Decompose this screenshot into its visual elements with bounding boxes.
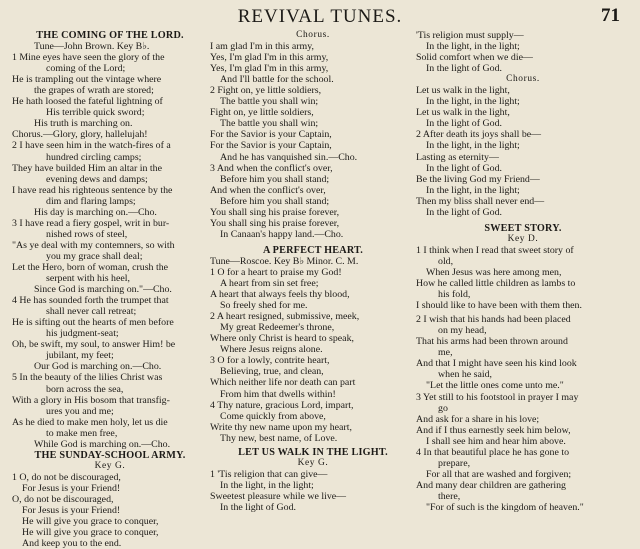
verse-line: He hath loosed the fateful lightning of: [12, 96, 163, 108]
verse-line: Since God is marching on."—Cho.: [34, 284, 172, 296]
verse-line: to make men free,: [46, 427, 118, 439]
verse-line: Tune—John Brown. Key B♭.: [34, 41, 150, 53]
verse-line: The battle you shall win;: [220, 96, 319, 108]
verse-line: 5 In the beauty of the lilies Christ was: [12, 372, 163, 384]
verse-line: He will give you grace to conquer,: [22, 516, 159, 528]
verse-line: serpent with his heel,: [46, 273, 130, 285]
verse-line: 2 Fight on, ye little soldiers,: [210, 85, 322, 97]
verse-line: Yes, I'm glad I'm in this army,: [210, 63, 329, 75]
verse-line: For Jesus is your Friend!: [22, 505, 121, 517]
verse-line: "For of such is the kingdom of heaven.": [426, 501, 584, 513]
verse-line: there,: [438, 490, 461, 502]
verse-line: While God is marching on.—Cho.: [34, 438, 171, 450]
verse-line: He will give you grace to conquer,: [22, 527, 159, 539]
verse-line: Be the living God my Friend—: [416, 173, 540, 185]
verse-line: A heart that always feels thy blood,: [210, 289, 350, 301]
verse-line: Let the Hero, born of woman, crush the: [12, 261, 169, 273]
verse-line: coming of the Lord;: [46, 63, 126, 75]
verse-line: For all that are washed and forgiven;: [426, 468, 572, 480]
verse-line: For Jesus is your Friend!: [22, 482, 121, 494]
verse-line: I shall see him and hear him above.: [426, 435, 566, 447]
verse-line: 3 I have read a fiery gospel, writ in bur-: [12, 217, 170, 229]
verse-line: In the light, in the light;: [426, 96, 520, 108]
verse-line: In the light, in the light;: [426, 184, 520, 196]
verse-line: Where only Christ is heard to speak,: [210, 333, 354, 345]
verse-line: The battle you shall win;: [220, 118, 319, 130]
verse-line: And ask for a share in his love;: [416, 413, 540, 425]
verse-line: And if I thus earnestly seek him below,: [416, 424, 571, 436]
page-header: [0, 6, 640, 30]
verse-line: dim and flaring lamps;: [46, 195, 136, 207]
verse-line: In the light of God.: [426, 118, 502, 130]
verse-line: me,: [438, 347, 453, 359]
verse-line: O, do not be discouraged,: [12, 493, 114, 505]
verse-line: 'Tis religion must supply—: [416, 30, 524, 41]
verse-line: Come quickly from above,: [220, 410, 326, 422]
verse-line: His day is marching on.—Cho.: [34, 206, 157, 218]
verse-line: Let us walk in the light,: [416, 107, 510, 119]
verse-line: In the light, in the light;: [220, 479, 314, 491]
verse-line: 3 Yet still to his footstool in prayer I may: [416, 391, 579, 403]
verse-line: Thy new, best name, of Love.: [220, 432, 338, 444]
verse-line: 2 After death its joys shall be—: [416, 129, 542, 141]
verse-line: born across the sea,: [46, 383, 124, 395]
verse-line: Then my bliss shall never end—: [416, 195, 545, 207]
column-right: [416, 30, 630, 513]
verse-line: When Jesus was here among men,: [426, 266, 562, 278]
hymn-subheading: Key G.: [297, 457, 329, 468]
verse-line: Believing, true, and clean,: [220, 366, 324, 378]
verse-line: And he has vanquished sin.—Cho.: [220, 151, 358, 163]
hymn-title: THE COMING OF THE LORD.: [36, 30, 184, 41]
verse-line: In the light, in the light;: [426, 41, 520, 53]
verse-line: 1 O for a heart to praise my God!: [210, 266, 342, 278]
verse-line: Oh, be swift, my soul, to answer Him! be: [12, 339, 176, 351]
verse-line: on my head,: [438, 325, 487, 337]
verse-line: ures you and me;: [46, 405, 114, 417]
hymn-subheading: Chorus.: [296, 30, 330, 40]
page-number: 71: [601, 5, 620, 26]
verse-line: With a glory in His bosom that transfig-: [12, 394, 170, 406]
verse-line: Chorus.—Glory, glory, hallelujah!: [12, 129, 148, 141]
verse-line: when he said,: [438, 369, 493, 381]
verse-line: old,: [438, 255, 454, 267]
verse-line: I am glad I'm in this army,: [210, 41, 314, 53]
verse-line: I have read his righteous sentence by the: [12, 184, 173, 196]
verse-line: In the light of God.: [426, 162, 502, 174]
verse-line: In the light of God.: [426, 206, 502, 218]
verse-line: As he died to make men holy, let us die: [12, 416, 168, 428]
verse-line: And I'll battle for the school.: [220, 74, 334, 86]
verse-line: His truth is marching on.: [34, 118, 133, 130]
verse-line: his judgment-seat;: [46, 328, 119, 340]
verse-line: In the light of God.: [220, 501, 296, 513]
verse-line: So freely shed for me.: [220, 300, 308, 312]
verse-line: Before him you shall stand;: [220, 195, 330, 207]
verse-line: 1 I think when I read that sweet story of: [416, 244, 574, 256]
verse-line: In the light, in the light;: [426, 140, 520, 152]
verse-line: You shall sing his praise forever,: [210, 217, 340, 229]
hymn-title: LET US WALK IN THE LIGHT.: [238, 446, 388, 458]
verse-line: In the light of God.: [426, 63, 502, 75]
column-left: [12, 30, 208, 549]
verse-line: In Canaan's happy land.—Cho.: [220, 228, 344, 240]
verse-line: Solid comfort when we die—: [416, 52, 533, 64]
verse-line: Fight on, ye little soldiers,: [210, 107, 314, 119]
column-middle: [210, 30, 416, 513]
verse-line: 2 I wish that his hands had been placed: [416, 314, 571, 326]
verse-line: You shall sing his praise forever,: [210, 206, 340, 218]
verse-line: That his arms had been thrown around: [416, 336, 568, 348]
hymn-subheading: Key G.: [94, 460, 126, 471]
verse-line: 1 'Tis religion that can give—: [210, 468, 328, 480]
verse-line: He is trampling out the vintage where: [12, 74, 162, 86]
verse-line: Let us walk in the light,: [416, 85, 510, 97]
verse-line: evening dews and damps;: [46, 173, 148, 185]
verse-line: Tune—Roscoe. Key B♭ Minor. C. M.: [210, 255, 359, 267]
hymn-title: SWEET STORY.: [484, 222, 562, 234]
verse-line: And when the conflict's over,: [210, 184, 326, 196]
verse-line: shall never call retreat;: [46, 306, 137, 318]
running-title: REVIVAL TUNES.: [237, 6, 403, 27]
verse-line: hundred circling camps;: [46, 151, 142, 163]
hymn-title: THE SUNDAY-SCHOOL ARMY.: [34, 449, 186, 461]
verse-line: you my grace shall deal;: [46, 250, 143, 262]
verse-line: prepare,: [438, 457, 471, 469]
verse-line: his fold,: [438, 289, 471, 301]
hymn-subheading: Chorus.: [506, 74, 540, 85]
verse-line: the grapes of wrath are stored;: [34, 85, 154, 97]
verse-line: And many dear children are gathering: [416, 479, 566, 491]
verse-line: jubilant, my feet;: [46, 350, 114, 362]
verse-line: 4 In that beautiful place he has gone to: [416, 446, 570, 458]
verse-line: How he called little children as lambs to: [416, 278, 576, 290]
verse-line: He is sifting out the hearts of men before: [12, 317, 174, 329]
hymn-subheading: Key D.: [507, 233, 539, 244]
verse-line: Write thy new name upon my heart,: [210, 421, 352, 433]
verse-line: 1 O, do not be discouraged,: [12, 471, 121, 483]
verse-line: Our God is marching on.—Cho.: [34, 361, 162, 373]
hymn-title: A PERFECT HEART.: [262, 244, 364, 256]
verse-line: Lasting as eternity—: [416, 151, 499, 163]
verse-line: "As ye deal with my contemners, so with: [12, 239, 175, 251]
verse-line: 4 Thy nature, gracious Lord, impart,: [210, 399, 354, 411]
verse-line: Yes, I'm glad I'm in this army,: [210, 52, 329, 64]
verse-line: And that I might have seen his kind look: [416, 358, 577, 370]
verse-line: 3 And when the conflict's over,: [210, 162, 333, 174]
verse-line: Where Jesus reigns alone.: [220, 344, 323, 356]
verse-line: "Let the little ones come unto me.": [426, 380, 564, 392]
verse-line: They have builded Him an altar in the: [12, 162, 162, 174]
verse-line: nished rows of steel,: [46, 228, 128, 240]
verse-line: 2 I have seen him in the watch-fires of a: [12, 140, 171, 152]
verse-line: 4 He has sounded forth the trumpet that: [12, 295, 169, 307]
verse-line: And keep you to the end.: [22, 538, 122, 549]
verse-line: I should like to have been with them then.: [416, 300, 582, 312]
verse-line: 2 A heart resigned, submissive, meek,: [210, 311, 360, 323]
verse-line: A heart from sin set free;: [220, 278, 319, 290]
verse-line: Which neither life nor death can part: [210, 377, 356, 389]
verse-line: For the Savior is your Captain,: [210, 129, 332, 141]
verse-line: 3 O for a lowly, contrite heart,: [210, 355, 330, 367]
verse-line: My great Redeemer's throne,: [220, 322, 335, 334]
verse-line: From him that dwells within!: [220, 388, 336, 400]
verse-line: Before him you shall stand;: [220, 173, 330, 185]
verse-line: go: [438, 402, 448, 414]
verse-line: For the Savior is your Captain,: [210, 140, 332, 152]
verse-line: Sweetest pleasure while we live—: [210, 490, 347, 502]
verse-line: His terrible quick sword;: [46, 107, 145, 119]
verse-line: 1 Mine eyes have seen the glory of the: [12, 52, 165, 64]
